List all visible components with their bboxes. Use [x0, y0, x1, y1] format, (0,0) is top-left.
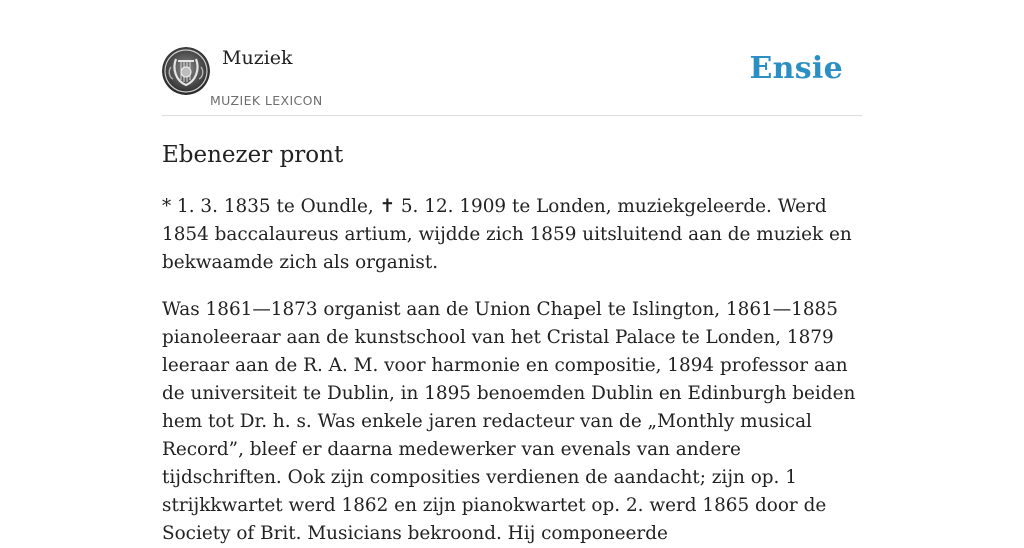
brand-logo-link[interactable]: Ensie — [749, 51, 843, 86]
site-header — [162, 40, 862, 116]
site-name-link[interactable]: Muziek — [222, 47, 293, 69]
site-subtitle: MUZIEK LEXICON — [210, 93, 323, 108]
article-paragraph: Was 1861—1873 organist aan de Union Chapel te Islington, 1861—1885 pianoleeraar aan de kunstschool van het Cristal Palace te Londen, 1879 leeraar aan de R. A. M. voor harmonie en compositie, 1894 professor aan de universiteit te Dublin, in 1895 benoemden Dublin en Edinburgh beiden hem tot Dr. h. s. Was enkele jaren redacteur van de „Monthly musical Record”, bleef er daarna medewerker van evenals van andere tijdschriften. Ook zijn composities verdienen de aandacht; zijn op. 1 strijkkwartet werd 1862 en zijn pianokwartet op. 2. werd 1865 door de Society of Brit. Musicians bekroond. Hij componeerde — [162, 299, 856, 544]
page-title: Ebenezer pront — [162, 142, 344, 168]
article — [162, 140, 862, 548]
article-paragraph: * 1. 3. 1835 te Oundle, ✝ 5. 12. 1909 te Londen, muziekgeleerde. Werd 1854 baccalaureus artium, wijdde zich 1859 uitsluitend aan de muziek en bekwaamde zich als organist. — [162, 196, 852, 273]
lyre-emblem-icon[interactable] — [162, 47, 210, 95]
